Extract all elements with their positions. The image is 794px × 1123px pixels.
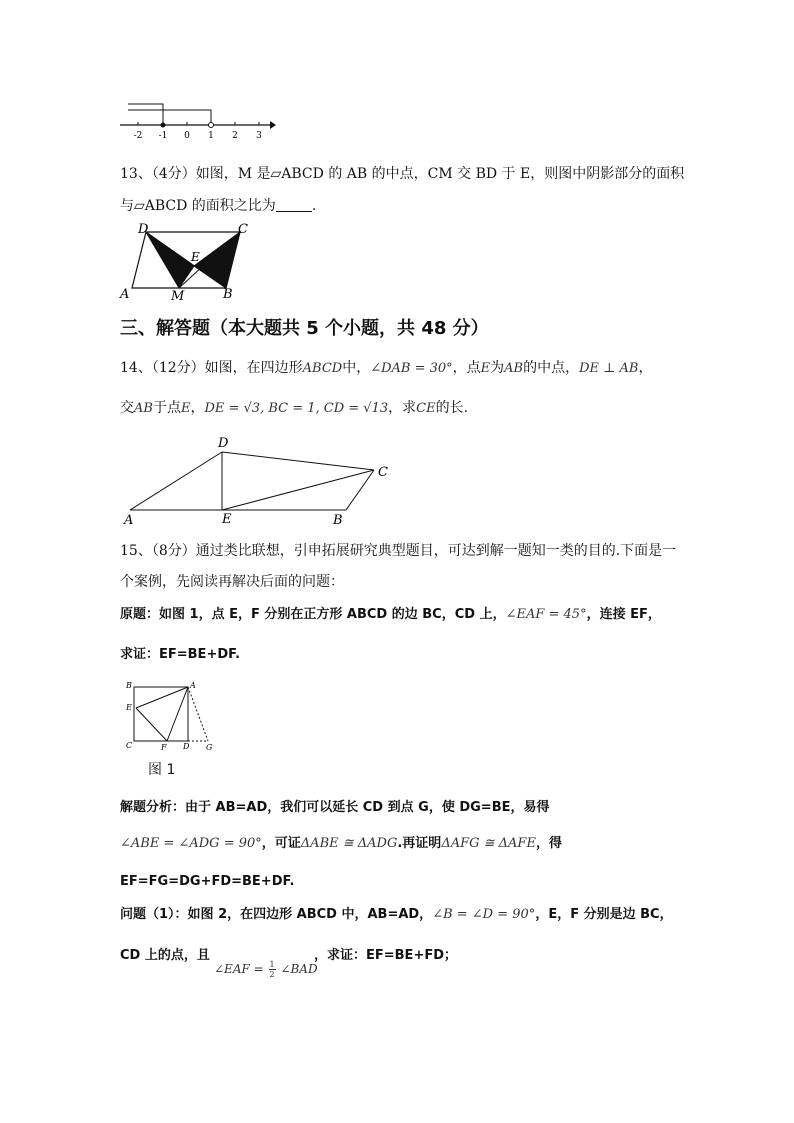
label-F: F (161, 743, 167, 750)
text: ，可证 (261, 836, 301, 851)
text: 的长. (435, 400, 469, 416)
text: 问题（1）：如图 2，在四边形 ABCD 中，AB=AD， (120, 907, 433, 922)
section-title: 三、解答题（本大题共 5 个小题，共 48 分） (120, 318, 489, 339)
text: ，点 (452, 360, 481, 376)
text: ，求 (388, 400, 417, 416)
tick-label: -2 (133, 131, 143, 141)
label-E: E (126, 703, 132, 712)
math: CE (416, 401, 436, 416)
number-line-figure (116, 96, 286, 144)
label-M: M (171, 289, 185, 304)
label-A: A (190, 681, 196, 690)
text: .再证明 (397, 836, 442, 851)
q15-line4: 求证：EF=BE+DF. (120, 647, 241, 662)
q14-line1 (120, 358, 652, 379)
label-A: A (124, 513, 134, 528)
q15-analysis3: EF=FG=DG+FD=BE+DF. (120, 874, 295, 889)
q13-parallelogram-figure (114, 220, 254, 304)
q15-problem1-line1 (120, 905, 673, 925)
label-E: E (191, 250, 200, 264)
text: ，得 (535, 836, 562, 851)
math: ∠BAD (280, 962, 318, 976)
math: ABCD (302, 361, 343, 376)
answer-blank (276, 197, 312, 212)
math: E (480, 361, 491, 376)
q15-line3 (120, 605, 661, 625)
fraction-denominator: 2 (269, 970, 275, 979)
math: ΔABE ≅ ΔADG (300, 836, 398, 851)
text: 14、（12分）如图，在四边形 (120, 360, 303, 376)
q15-figure1 (120, 678, 220, 750)
label-B: B (223, 287, 233, 302)
math: AB (134, 401, 153, 416)
q15-line1: 15、（8分）通过类比联想，引申拓展研究典型题目，可达到解一题知一类的目的.下面是一 (120, 543, 677, 559)
label-B: B (333, 513, 343, 528)
q15-analysis2 (120, 834, 562, 854)
q13-line2-text: 与▱ABCD 的面积之比为 (120, 198, 276, 214)
math: DE ⊥ AB (579, 361, 639, 376)
text: 为 (490, 360, 505, 376)
text: ，E，F 分别是边 BC， (535, 907, 673, 922)
q15-analysis1: 解题分析：由于 AB=AD，我们可以延长 CD 到点 G，使 DG=BE，易得 (120, 800, 550, 815)
math: ∠DAB = 30° (370, 361, 453, 376)
math: ∠B = ∠D = 90° (432, 907, 536, 922)
q15-problem1-line2-pre: CD 上的点，且 (120, 948, 210, 963)
tick-label: 0 (184, 131, 190, 141)
q14-line2 (120, 398, 468, 419)
text: 的中点， (523, 360, 580, 376)
label-D: D (218, 436, 229, 451)
label-E: E (222, 512, 232, 527)
math: ∠EAF = (214, 962, 264, 976)
tick-label: -1 (158, 131, 168, 141)
tick-label: 1 (208, 131, 214, 141)
text: 交 (120, 400, 134, 416)
math: DE = √3, BC = 1, CD = √13 (204, 401, 389, 416)
label-C: C (378, 465, 388, 480)
fraction-half (269, 960, 276, 979)
text: 于点 (152, 400, 181, 416)
q14-quadrilateral-figure (116, 432, 396, 528)
label-A: A (120, 287, 130, 302)
text: 中， (342, 360, 371, 376)
tick-label: 3 (256, 131, 262, 141)
figure1-caption: 图 1 (148, 762, 176, 778)
label-D: D (138, 222, 149, 237)
q15-problem1-line2-end: ，求证：EF=BE+FD； (314, 948, 458, 963)
label-C: C (238, 222, 248, 237)
text: 原题：如图 1，点 E，F 分别在正方形 ABCD 的边 BC，CD 上， (120, 607, 506, 622)
tick-label: 2 (232, 131, 238, 141)
label-D: D (183, 742, 190, 750)
math: ∠ABE = ∠ADG = 90° (120, 836, 262, 851)
text: ， (638, 360, 653, 376)
math: ΔAFG ≅ ΔAFE (441, 836, 536, 851)
math: ∠EAF = 45° (505, 607, 587, 622)
text: ，连接 EF， (586, 607, 661, 622)
math: AB (504, 361, 524, 376)
q13-line1: 13、（4分）如图，M 是▱ABCD 的 AB 的中点，CM 交 BD 于 E，则图中阴影部分的面积 (120, 166, 685, 182)
q13-line2 (120, 196, 316, 216)
label-G: G (206, 743, 213, 750)
fraction-numerator: 1 (269, 960, 275, 969)
math-angle-eaf (214, 960, 318, 979)
q13-line2-end: . (311, 198, 317, 214)
q15-line2: 个案例，先阅读再解决后面的问题： (120, 574, 344, 590)
label-C: C (126, 741, 133, 750)
text: ， (190, 400, 205, 416)
math: E (180, 401, 191, 416)
label-B: B (126, 681, 132, 690)
